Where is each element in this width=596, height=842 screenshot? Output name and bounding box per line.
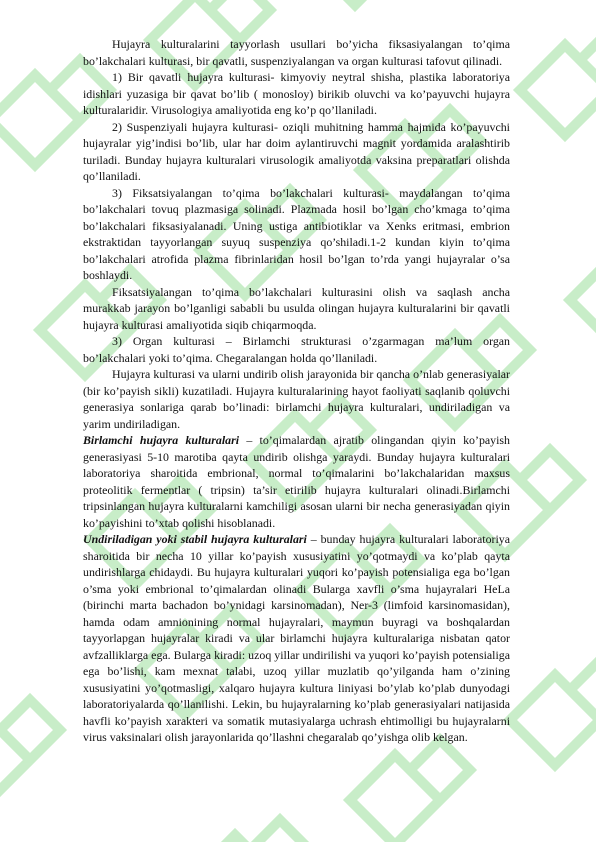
watermark-shape bbox=[0, 700, 60, 805]
paragraph-stable-cultures bbox=[83, 531, 510, 746]
paragraph-intro: Hujayra kulturalarini tayyorlash usullari bo’yicha fiksasiyalangan to’qima bo’lakchalari kulturasi, bir qavatli, suspenziyalangan va organ kulturasi tafovut qilinadi. bbox=[83, 37, 510, 68]
document-body bbox=[83, 36, 510, 746]
watermark-shape bbox=[510, 660, 596, 765]
watermark-shape bbox=[570, 240, 596, 345]
paragraph-primary-cultures bbox=[83, 432, 510, 531]
paragraph-fixed-tissue-note: Fiksatsiyalangan to’qima bo’lakchalari kulturasini olish va saqlash ancha murakkab jarayon bo’lganligi sababli bu usulda olingan hujayra kulturalarini bir qavatli hujayra kulturasi amaliyotida siqib chiqarmoqda. bbox=[83, 284, 510, 332]
watermark-shape bbox=[520, 30, 596, 135]
term-primary-cultures: Birlamchi hujayra kulturalari bbox=[83, 433, 240, 447]
watermark-shape bbox=[310, 0, 430, 5]
paragraph-organ-culture: 3) Organ kulturasi – Birlamchi strukturasi o’zgarmagan ma’lum organ bo’lakchalari yoki to’qima. Chegaralangan holda qo’llaniladi. bbox=[83, 334, 510, 365]
paragraph-monolayer: 1) Bir qavatli hujayra kulturasi- kimyoviy neytral shisha, plastika laboratoriya idishlari yuzasiga bir qavat bo’lib ( monosloy) birikib oluvchi va ko’payuvchi hujayra kulturalaridir. Virusologiya amaliyotida eng ko’p qo’llaniladi. bbox=[83, 70, 510, 117]
definition-primary-cultures: – to’qimalardan ajratib olingandan qiyin ko’payish generasiyasi 5-10 marotiba qayta undirib olishga yaraydi. Bunday hujayra kulturalari laboratoriya sharoitida embrional, normal to’qimalarini bo’lakchalaridan maxsus proteolitik fermentlar ( tripsin) ta’sir etirilib hujayra kulturalari olinadi.Birlamchi tripsinlangan hujayra kulturalarni kamchiligi asosan ularni bir necha generasiyadan qiyin ko’payishini to’xtab qolishi hisoblanadi. bbox=[83, 433, 510, 530]
paragraph-suspension: 2) Suspenziyali hujayra kulturasi- oziqli muhitning hamma hajmida ko’payuvchi hujayralar yig’indisi bo’lib, ular har doim aylantiruvchi magnit yordamida aralashtirib turiladi. Bunday hujayra kulturalari virusologik amaliyotda vaksina preparatlari olishda qo’llaniladi. bbox=[83, 119, 510, 183]
definition-stable-cultures: – bunday hujayra kulturalari laboratoriya sharoitida bir necha 10 yillar ko’payish xususiyatini yo’qotmaydi va ko’plab qayta undirishlarga chidaydi. Bu hujayra kulturalari yuqori ko’payish potensialiga ega bo’lgan o’sma yoki embrional to’qimalardan olinadi Bularga xavfli o’sma hujayralari HeLa (birinchi marta bachadon bo’ynidagi karsinomadan), Ner-3 (limfoid karsinomasidan), hamda odam amnionining normal hujayralari, maymun buyragi va boshqalardan tayyorlapgan hujayralar kiradi va ular birlamchi hujayra kulturalariga nisbatan qator avfzalliklarga ega. Bularga kiradi: uzoq yillar undirilishi va yuqori ko’payish potensialiga ega bo’lishi, kam mexnat talabi, uzoq yillar muzlatib qo’yilganda ham o’zining xususiyatini yo’qotmasligi, xalqaro hujayra kultura liniyasi bo’ylab ko’plab dunyodagi laboratoriyalarda qo’llanilishi. Lekin, bu hujayralarning ko’plab generasiyalari natijasida havfli ko’payish xarakteri va somatik mutasiyalarga uchrash ehtimolligi bu hujayralarni virus vaksinalari olish jarayonlarida qo’llashni chegaralab qo’yishga olib kelgan. bbox=[83, 532, 511, 744]
paragraph-generations: Hujayra kulturasi va ularni undirib olish jarayonida bir qancha o’nlab generasiyalar (bir ko’payish sikli) kuzatiladi. Hujayra kulturalarining hayot faoliyati saqlanib qoluvchi generasiya sonlariga qarab bo’linadi: birlamchi hujayra kulturalari, undiriladigan va yarim undiriladigan. bbox=[83, 367, 510, 431]
paragraph-fixed-tissue: 3) Fiksatsiyalangan to’qima bo’lakchalari kulturasi- maydalangan to’qima bo’lakchalari tovuq plazmasiga solinadi. Plazmada hosil bo’lgan cho’kmaga to’qima bo’lakchalari fiksasiyalanadi. Uning ustiga antibiotiklar va Xenks eritmasi, embrion ekstraktidan tayyorlangan suyuq suspenziya qo’shiladi.1-2 kundan kiyin to’qima bo’lakchalari atrofida plazma fibrinlaridan hosil bo’lgan to’rda yangi hujayralar o’sa boshlaydi. bbox=[83, 185, 510, 282]
term-stable-cultures: Undiriladigan yoki stabil hujayra kulturalari bbox=[83, 532, 307, 546]
watermark-shape bbox=[350, 740, 470, 842]
watermark-shape bbox=[190, 820, 310, 842]
